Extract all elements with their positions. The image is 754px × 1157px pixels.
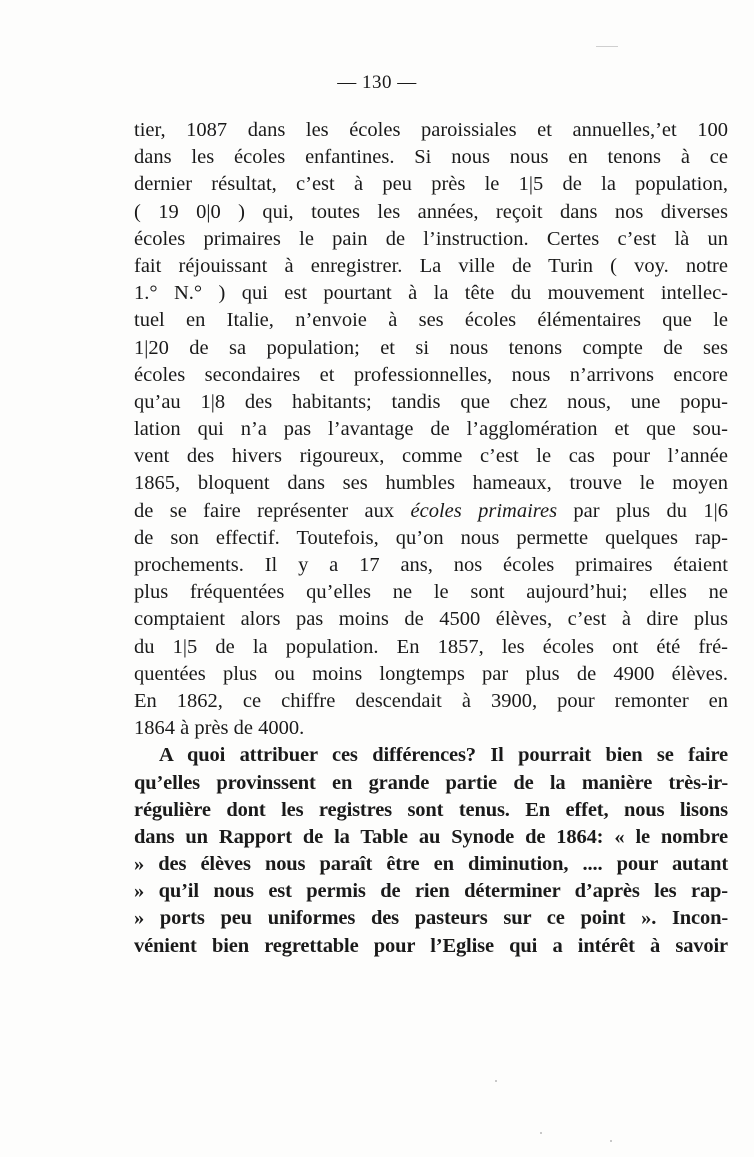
text-line: quentées plus ou moins longtemps par plus de 4900 élèves. [134, 662, 728, 685]
text-line: tier, 1087 dans les écoles paroissiales et annuelles,’et 100 [134, 119, 728, 141]
paper-speck [495, 1080, 497, 1082]
text-line: dans les écoles enfantines. Si nous nous en tenons à ce [134, 146, 728, 169]
text-line: vénient bien regrettable pour l’Eglise qui a intérêt à savoir [134, 934, 728, 957]
text-line: » qu’il nous est permis de rien déterminer d’après les rap- [134, 880, 728, 903]
margin-mark [596, 46, 618, 47]
text-line: de son effectif. Toutefois, qu’on nous permette quelques rap- [134, 526, 728, 549]
text-line: fait réjouissant à enregistrer. La ville de Turin ( voy. notre [134, 254, 728, 277]
emphasis-text: écoles primaires [410, 499, 558, 522]
text-line: écoles primaires le pain de l’instruction. Certes c’est là un [134, 227, 728, 250]
text-line: 1865, bloquent dans ses humbles hameaux, trouve le moyen [134, 472, 728, 495]
text-line: écoles secondaires et professionnelles, nous n’arrivons encore [134, 363, 728, 386]
text-line: vent des hivers rigoureux, comme c’est le cas pour l’année [134, 445, 728, 468]
text-line: 1|20 de sa population; et si nous tenons compte de ses [134, 336, 728, 359]
page-number: — 130 — [337, 72, 417, 93]
text-line: de se faire représenter aux écoles primaires par plus du 1|6 [134, 499, 729, 522]
text-line: comptaient alors pas moins de 4500 élèves, c’est à dire plus [134, 608, 728, 631]
paper-speck [540, 1132, 542, 1134]
text-line: qu’elles provinssent en grande partie de la manière très-ir- [134, 771, 728, 794]
text-line: A quoi attribuer ces différences? Il pourrait bien se faire [159, 744, 728, 767]
text-line: En 1862, ce chiffre descendait à 3900, pour remonter en [134, 689, 728, 712]
text-line: » ports peu uniformes des pasteurs sur ce point ». Incon- [134, 907, 728, 930]
text-line: dernier résultat, c’est à peu près le 1|5 de la population, [134, 173, 728, 196]
text-line: qu’au 1|8 des habitants; tandis que chez nous, une popu- [134, 390, 728, 413]
text-line: lation qui n’a pas l’avantage de l’agglomération et que sou- [134, 418, 728, 441]
text-line: prochements. Il y a 17 ans, nos écoles primaires étaient [134, 554, 728, 576]
text-line: tuel en Italie, n’envoie à ses écoles élémentaires que le [134, 309, 728, 332]
text-line: ( 19 0|0 ) qui, toutes les années, reçoit dans nos diverses [134, 200, 728, 223]
text-line: plus fréquentées qu’elles ne le sont aujourd’hui; elles ne [134, 581, 728, 604]
text-line: 1.° N.° ) qui est pourtant à la tête du mouvement intellec- [134, 282, 728, 305]
text-line: du 1|5 de la population. En 1857, les écoles ont été fré- [134, 635, 728, 658]
text-line: » des élèves nous paraît être en diminution, .... pour autant [134, 853, 728, 876]
body-text [134, 117, 728, 960]
text-line: dans un Rapport de la Table au Synode de 1864: « le nombre [134, 825, 728, 848]
paper-speck [610, 1140, 612, 1142]
text-line: 1864 à près de 4000. [134, 717, 305, 740]
text-line: régulière dont les registres sont tenus. En effet, nous lisons [134, 798, 728, 821]
